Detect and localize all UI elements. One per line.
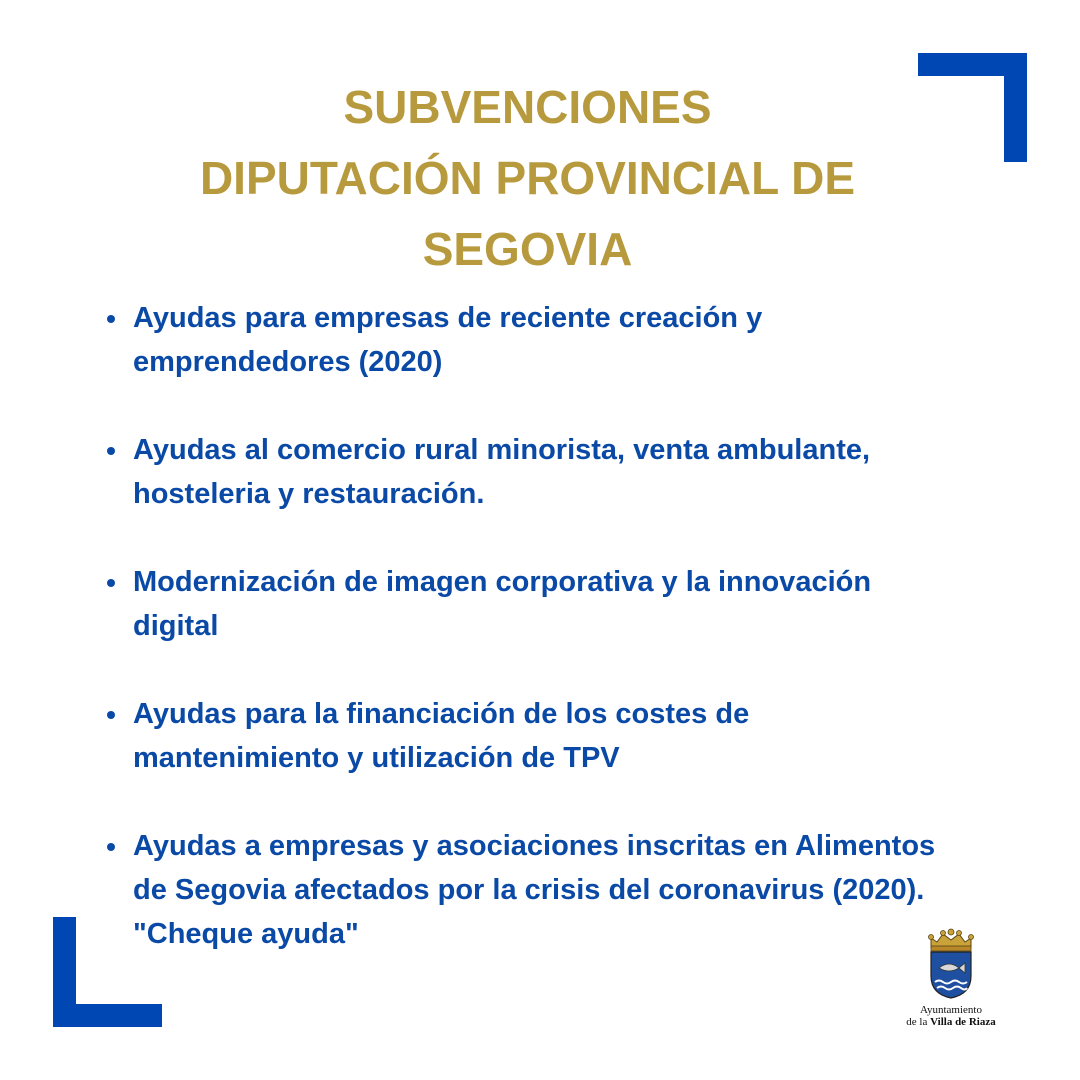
item-text-line-1: Ayudas al comercio rural minorista, venta ambulante, (133, 434, 871, 466)
subsidies-list (104, 296, 1034, 1000)
bullet-icon (107, 843, 115, 851)
coat-of-arms-icon (925, 928, 977, 1000)
municipality-logo (896, 928, 1006, 1028)
bullet-icon (107, 711, 115, 719)
item-text-line-3: "Cheque ayuda" (133, 918, 359, 950)
list-item (104, 560, 1034, 648)
list-item (104, 824, 1034, 956)
logo-text-line-1: Ayuntamiento (920, 1004, 982, 1016)
logo-text-line-2 (896, 1016, 1006, 1028)
logo-text-town: Villa de Riaza (930, 1016, 996, 1028)
item-text-line-2: hosteleria y restauración. (133, 478, 485, 510)
item-text-line-2: emprendedores (2020) (133, 346, 443, 378)
title-line-2: DIPUTACIÓN PROVINCIAL DE (199, 152, 856, 204)
item-text-line-1: Ayudas para la financiación de los costes de (133, 698, 750, 730)
title-line-1: SUBVENCIONES (343, 81, 712, 133)
list-item (104, 428, 1034, 516)
bullet-icon (107, 447, 115, 455)
corner-bracket-bottom-left-horizontal (53, 1004, 162, 1027)
logo-text-prefix: de la (906, 1016, 931, 1028)
item-text-line-2: digital (133, 610, 219, 642)
item-text-line-1: Ayudas para empresas de reciente creación y (133, 302, 763, 334)
bullet-icon (107, 579, 115, 587)
item-text-line-1: Ayudas a empresas y asociaciones inscritas en Alimentos (133, 830, 936, 862)
title-line-3: SEGOVIA (422, 223, 633, 275)
item-text-line-1: Modernización de imagen corporativa y la innovación (133, 566, 872, 598)
item-text-line-2: de Segovia afectados por la crisis del coronavirus (2020). (133, 874, 925, 906)
corner-bracket-top-right-vertical (1004, 53, 1027, 162)
list-item (104, 692, 1034, 780)
bullet-icon (107, 315, 115, 323)
page-title (100, 72, 955, 285)
item-text-line-2: mantenimiento y utilización de TPV (133, 742, 620, 774)
list-item (104, 296, 1034, 384)
